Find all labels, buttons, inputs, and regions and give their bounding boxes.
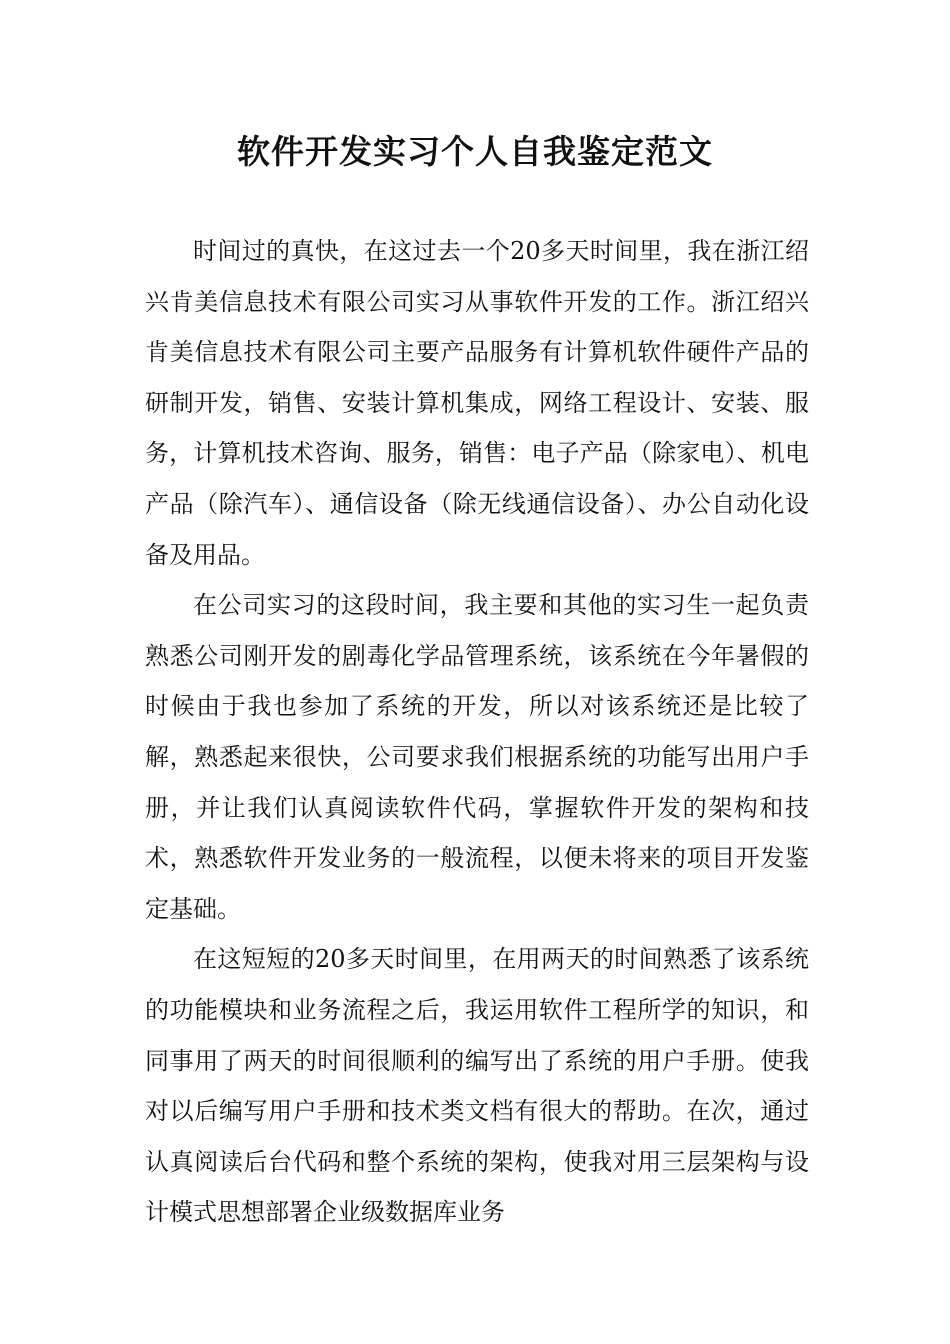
document-title: 软件开发实习个人自我鉴定范文 [237, 132, 713, 171]
document-body [145, 226, 809, 1238]
paragraph-1: 时间过的真快，在这过去一个20多天时间里，我在浙江绍兴肯美信息技术有限公司实习从事软件开发的工作。浙江绍兴肯美信息技术有限公司主要产品服务有计算机软件硬件产品的研制开发，销售、安装计算机集成，网络工程设计、安装、服务，计算机技术咨询、服务，销售：电子产品（除家电）、机电产品（除汽车）、通信设备（除无线通信设备）、办公自动化设备及用品。 [145, 237, 809, 569]
paragraph-2: 在公司实习的这段时间，我主要和其他的实习生一起负责熟悉公司刚开发的剧毒化学品管理系统，该系统在今年暑假的时候由于我也参加了系统的开发，所以对该系统还是比较了解，熟悉起来很快，公司要求我们根据系统的功能写出用户手册，并让我们认真阅读软件代码，掌握软件开发的架构和技术，熟悉软件开发业务的一般流程，以便未将来的项目开发鉴定基础。 [145, 591, 809, 923]
paragraph-3: 在这短短的20多天时间里，在用两天的时间熟悉了该系统的功能模块和业务流程之后，我运用软件工程所学的知识，和同事用了两天的时间很顺利的编写出了系统的用户手册。使我对以后编写用户手册和技术类文档有很大的帮助。在次，通过认真阅读后台代码和整个系统的架构，使我对用三层架构与设计模式思想部署企业级数据库业务 [145, 945, 809, 1227]
